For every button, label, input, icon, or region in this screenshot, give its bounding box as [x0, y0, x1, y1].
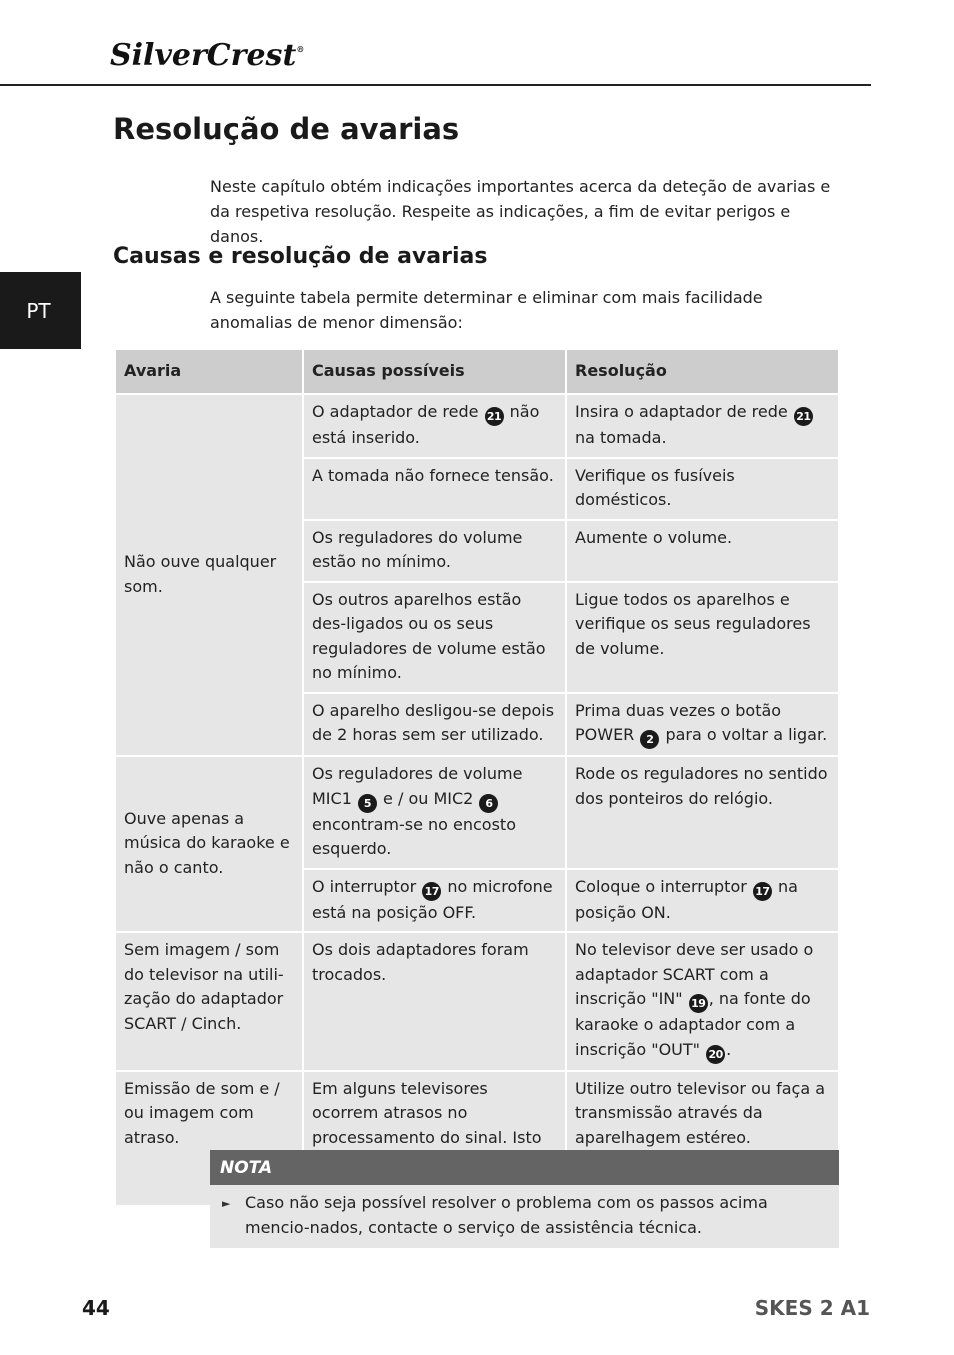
fault-cell: Emissão de som e / ou imagem com atraso. [115, 1071, 303, 1207]
note-label: NOTA [210, 1150, 839, 1185]
reference-number-icon: 17 [422, 882, 441, 901]
fault-cell: Não ouve qualquer som. [115, 394, 303, 756]
language-tab [0, 272, 81, 349]
header-solution: Resolução [566, 349, 839, 394]
language-tab-label: PT [26, 298, 51, 323]
table-row [115, 756, 839, 869]
intro-paragraph: Neste capítulo obtém indicações importantes acerca da deteção de avarias e da respetiva resolução. Respeite as indicações, a fim de evitar perigos e danos. [210, 177, 831, 246]
fault-cell: Ouve apenas a música do karaoke e não o canto. [115, 756, 303, 932]
cause-cell: O interruptor 17 no microfone está na posição OFF. [303, 869, 566, 933]
solution-cell: Verifique os fusíveis domésticos. [566, 458, 839, 520]
header-causes: Causas possíveis [303, 349, 566, 394]
solution-cell: Ligue todos os aparelhos e verifique os seus reguladores de volume. [566, 582, 839, 693]
reference-number-icon: 6 [479, 794, 498, 813]
note-text: Caso não seja possível resolver o problema com os passos acima mencio-nados, contacte o serviço de assistência técnica. [245, 1193, 768, 1237]
reference-number-icon: 5 [358, 794, 377, 813]
cause-cell: Os outros aparelhos estão des-ligados ou os seus reguladores de volume estão no mínimo. [303, 582, 566, 693]
registered-mark: ® [296, 44, 305, 54]
reference-number-icon: 17 [753, 882, 772, 901]
reference-number-icon: 21 [794, 407, 813, 426]
cause-cell: Os reguladores do volume estão no mínimo. [303, 520, 566, 582]
cause-cell: Os dois adaptadores foram trocados. [303, 932, 566, 1071]
solution-cell: Aumente o volume. [566, 520, 839, 582]
reference-number-icon: 20 [706, 1045, 725, 1064]
note-body [210, 1185, 839, 1248]
model-name: SKES 2 A1 [754, 1296, 870, 1320]
table-row [115, 932, 839, 1071]
troubleshooting-table [114, 348, 840, 1207]
brand-name: SilverCrest [110, 38, 297, 73]
reference-number-icon: 2 [640, 730, 659, 749]
reference-number-icon: 21 [485, 407, 504, 426]
solution-cell: Rode os reguladores no sentido dos ponteiros do relógio. [566, 756, 839, 869]
cause-cell: O adaptador de rede 21 não está inserido. [303, 394, 566, 458]
cause-cell: Em alguns televisores ocorrem atrasos no processamento do sinal. Isto [303, 1071, 566, 1207]
section-heading: Causas e resolução de avarias [113, 244, 488, 269]
page-title: Resolução de avarias [113, 112, 460, 146]
cause-cell: O aparelho desligou-se depois de 2 horas sem ser utilizado. [303, 693, 566, 757]
table-row [115, 394, 839, 458]
solution-cell: Insira o adaptador de rede 21 na tomada. [566, 394, 839, 458]
solution-cell: Prima duas vezes o botão POWER 2 para o voltar a ligar. [566, 693, 839, 757]
solution-cell: No televisor deve ser usado o adaptador SCART com a inscrição "IN" 19 , na fonte do karaoke o adaptador com a inscrição "OUT" 20 . [566, 932, 839, 1071]
bullet-arrow-icon: ► [222, 1197, 231, 1210]
page-number: 44 [82, 1296, 110, 1320]
cause-cell: A tomada não fornece tensão. [303, 458, 566, 520]
cause-cell: Os reguladores de volume MIC1 5 e / ou MIC2 6 encontram-se no encosto esquerdo. [303, 756, 566, 869]
fault-cell: Sem imagem / som do televisor na utili-zação do adaptador SCART / Cinch. [115, 932, 303, 1071]
section-intro: A seguinte tabela permite determinar e eliminar com mais facilidade anomalias de menor dimensão: [210, 288, 763, 332]
header-fault: Avaria [115, 349, 303, 394]
solution-cell: Utilize outro televisor ou faça a transmissão através da aparelhagem estéreo. [566, 1071, 839, 1207]
solution-cell: Coloque o interruptor 17 na posição ON. [566, 869, 839, 933]
header-rule [0, 84, 871, 86]
table-header-row [115, 349, 839, 394]
note-box [210, 1150, 839, 1248]
brand-logo [110, 38, 304, 73]
reference-number-icon: 19 [689, 994, 708, 1013]
